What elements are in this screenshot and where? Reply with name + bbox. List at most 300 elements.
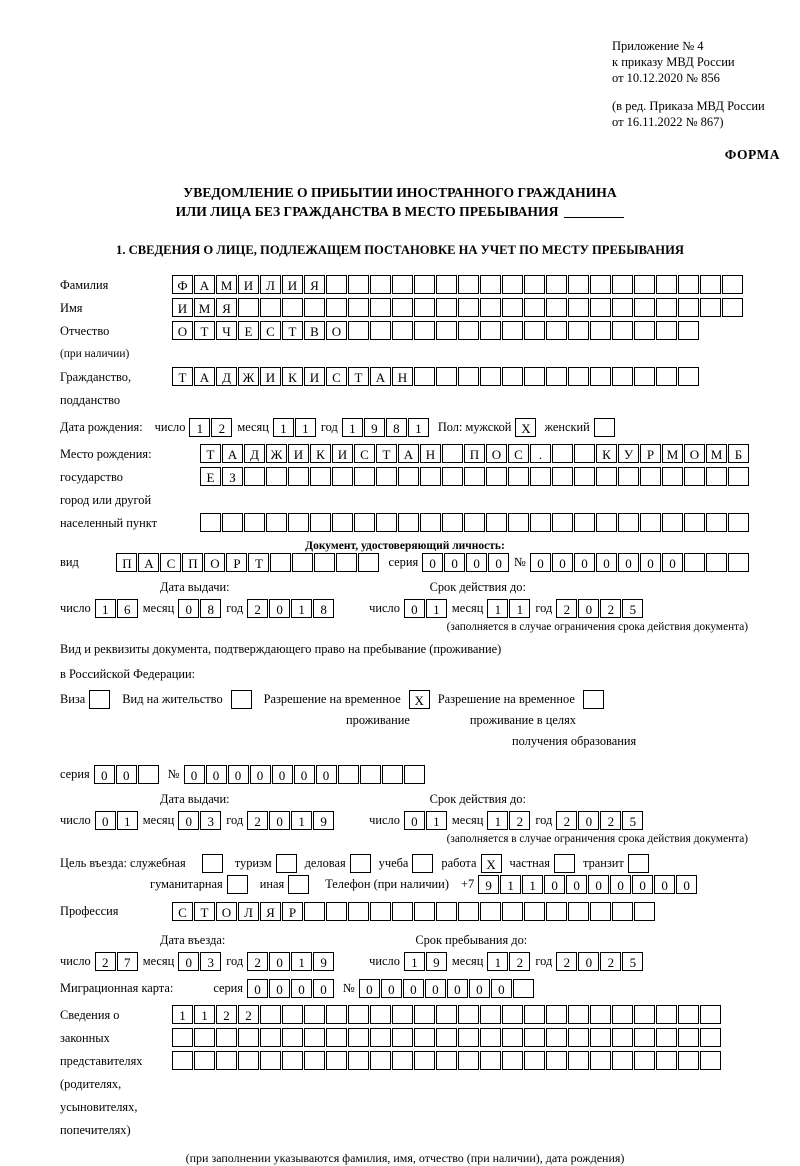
cell[interactable] (502, 275, 523, 294)
cell[interactable] (678, 1005, 699, 1024)
cell[interactable] (480, 1028, 501, 1047)
cell[interactable] (266, 513, 287, 532)
purpose-work-checkbox[interactable]: X (481, 854, 502, 873)
cell[interactable] (458, 1051, 479, 1070)
cell[interactable]: Н (420, 444, 441, 463)
cell[interactable] (706, 513, 727, 532)
cell[interactable] (568, 275, 589, 294)
cell[interactable]: 0 (425, 979, 446, 998)
cell[interactable]: 6 (117, 599, 138, 618)
cell[interactable] (414, 298, 435, 317)
cell[interactable] (326, 298, 347, 317)
cell[interactable] (684, 553, 705, 572)
cell[interactable] (404, 765, 425, 784)
cell[interactable] (612, 902, 633, 921)
purpose-business-checkbox[interactable] (350, 854, 371, 873)
doc-number-input[interactable] (530, 553, 750, 572)
cell[interactable]: Р (282, 902, 303, 921)
cell[interactable]: 8 (386, 418, 407, 437)
cell[interactable]: С (160, 553, 181, 572)
birth-day-input[interactable] (189, 418, 233, 437)
cell[interactable]: 2 (556, 952, 577, 971)
cell[interactable] (338, 765, 359, 784)
cell[interactable] (590, 1051, 611, 1070)
cell[interactable]: М (662, 444, 683, 463)
cell[interactable]: 3 (200, 811, 221, 830)
cell[interactable] (420, 467, 441, 486)
cell[interactable] (568, 902, 589, 921)
cell[interactable] (194, 1028, 215, 1047)
cell[interactable]: 1 (509, 599, 530, 618)
cell[interactable] (458, 902, 479, 921)
cell[interactable] (238, 1028, 259, 1047)
birthplace-input-row-2[interactable] (200, 467, 750, 486)
cell[interactable]: 1 (273, 418, 294, 437)
residence-permit-checkbox[interactable] (231, 690, 252, 709)
cell[interactable]: 1 (522, 875, 543, 894)
cell[interactable]: 1 (487, 811, 508, 830)
cell[interactable]: Р (226, 553, 247, 572)
cell[interactable] (618, 467, 639, 486)
cell[interactable] (370, 1028, 391, 1047)
cell[interactable]: Я (260, 902, 281, 921)
cell[interactable]: 1 (194, 1005, 215, 1024)
cell[interactable] (612, 1051, 633, 1070)
cell[interactable] (436, 298, 457, 317)
birthplace-input-row-3[interactable] (200, 513, 750, 532)
cell[interactable] (656, 1028, 677, 1047)
cell[interactable] (634, 1005, 655, 1024)
cell[interactable] (138, 765, 159, 784)
cell[interactable] (634, 367, 655, 386)
cell[interactable] (392, 1005, 413, 1024)
cell[interactable]: 0 (530, 553, 551, 572)
cell[interactable]: Т (194, 321, 215, 340)
cell[interactable] (326, 1005, 347, 1024)
cell[interactable] (546, 321, 567, 340)
cell[interactable]: И (332, 444, 353, 463)
stay-valid-day-input[interactable] (404, 811, 448, 830)
cell[interactable] (524, 1051, 545, 1070)
cell[interactable]: 0 (566, 875, 587, 894)
cell[interactable] (552, 444, 573, 463)
entry-year-input[interactable] (247, 952, 335, 971)
cell[interactable] (722, 298, 743, 317)
cell[interactable] (414, 1005, 435, 1024)
cell[interactable] (436, 275, 457, 294)
cell[interactable] (310, 513, 331, 532)
cell[interactable] (530, 467, 551, 486)
cell[interactable] (662, 467, 683, 486)
cell[interactable] (656, 1051, 677, 1070)
cell[interactable]: 0 (95, 811, 116, 830)
cell[interactable] (513, 979, 534, 998)
cell[interactable]: Д (216, 367, 237, 386)
cell[interactable] (618, 513, 639, 532)
cell[interactable]: 0 (178, 599, 199, 618)
cell[interactable] (398, 467, 419, 486)
cell[interactable]: Д (244, 444, 265, 463)
cell[interactable] (304, 1028, 325, 1047)
cell[interactable] (172, 1028, 193, 1047)
cell[interactable] (590, 367, 611, 386)
cell[interactable]: 1 (487, 952, 508, 971)
cell[interactable]: 9 (313, 952, 334, 971)
cell[interactable]: 0 (294, 765, 315, 784)
cell[interactable]: 7 (117, 952, 138, 971)
cell[interactable] (502, 902, 523, 921)
cell[interactable]: Р (640, 444, 661, 463)
birthplace-input-row-1[interactable] (200, 444, 750, 463)
cell[interactable] (508, 467, 529, 486)
cell[interactable]: Л (260, 275, 281, 294)
cell[interactable] (282, 1051, 303, 1070)
cell[interactable] (304, 298, 325, 317)
cell[interactable] (634, 902, 655, 921)
cell[interactable]: 0 (588, 875, 609, 894)
cell[interactable] (442, 467, 463, 486)
cell[interactable]: 8 (313, 599, 334, 618)
cell[interactable] (612, 321, 633, 340)
cell[interactable] (722, 275, 743, 294)
cell[interactable] (420, 513, 441, 532)
cell[interactable] (238, 1051, 259, 1070)
cell[interactable] (304, 1005, 325, 1024)
cell[interactable]: 2 (556, 599, 577, 618)
cell[interactable] (370, 321, 391, 340)
cell[interactable]: 0 (488, 553, 509, 572)
cell[interactable]: А (138, 553, 159, 572)
cell[interactable] (370, 1051, 391, 1070)
cell[interactable] (332, 467, 353, 486)
purpose-other-checkbox[interactable] (288, 875, 309, 894)
cell[interactable] (458, 275, 479, 294)
cell[interactable]: Я (216, 298, 237, 317)
legal-rep-input-row-3[interactable] (172, 1051, 722, 1070)
cell[interactable]: 2 (247, 599, 268, 618)
cell[interactable] (392, 298, 413, 317)
cell[interactable]: 1 (291, 811, 312, 830)
cell[interactable] (244, 513, 265, 532)
cell[interactable] (656, 275, 677, 294)
cell[interactable] (464, 513, 485, 532)
cell[interactable] (288, 467, 309, 486)
cell[interactable]: 0 (178, 952, 199, 971)
cell[interactable] (480, 367, 501, 386)
cell[interactable] (392, 1051, 413, 1070)
cell[interactable] (358, 553, 379, 572)
cell[interactable] (480, 1051, 501, 1070)
cell[interactable]: Т (282, 321, 303, 340)
cell[interactable] (270, 553, 291, 572)
cell[interactable] (200, 513, 221, 532)
cell[interactable]: 2 (247, 811, 268, 830)
cell[interactable] (458, 1005, 479, 1024)
cell[interactable]: 0 (469, 979, 490, 998)
cell[interactable] (382, 765, 403, 784)
cell[interactable]: М (194, 298, 215, 317)
cell[interactable] (568, 1005, 589, 1024)
cell[interactable]: Т (248, 553, 269, 572)
cell[interactable] (590, 1005, 611, 1024)
legal-rep-input-row-2[interactable] (172, 1028, 722, 1047)
phone-input[interactable] (478, 875, 698, 894)
cell[interactable]: 9 (364, 418, 385, 437)
cell[interactable]: Т (172, 367, 193, 386)
cell[interactable] (524, 1028, 545, 1047)
cell[interactable] (502, 1028, 523, 1047)
cell[interactable] (546, 1051, 567, 1070)
cell[interactable]: 0 (247, 979, 268, 998)
cell[interactable]: 0 (269, 811, 290, 830)
cell[interactable]: 1 (117, 811, 138, 830)
cell[interactable]: 2 (600, 952, 621, 971)
cell[interactable] (524, 1005, 545, 1024)
cell[interactable]: 1 (189, 418, 210, 437)
cell[interactable] (524, 902, 545, 921)
cell[interactable]: Т (194, 902, 215, 921)
cell[interactable] (398, 513, 419, 532)
cell[interactable] (546, 1005, 567, 1024)
cell[interactable] (348, 902, 369, 921)
cell[interactable]: 2 (216, 1005, 237, 1024)
cell[interactable] (348, 1005, 369, 1024)
cell[interactable] (656, 1005, 677, 1024)
cell[interactable]: 1 (500, 875, 521, 894)
cell[interactable]: 0 (269, 599, 290, 618)
temp-residence-checkbox[interactable]: X (409, 690, 430, 709)
purpose-study-checkbox[interactable] (412, 854, 433, 873)
cell[interactable] (414, 1051, 435, 1070)
cell[interactable]: 1 (404, 952, 425, 971)
cell[interactable]: А (370, 367, 391, 386)
cell[interactable] (458, 1028, 479, 1047)
cell[interactable] (260, 298, 281, 317)
cell[interactable] (502, 1051, 523, 1070)
cell[interactable] (634, 1028, 655, 1047)
cell[interactable]: 0 (269, 979, 290, 998)
cell[interactable]: 0 (116, 765, 137, 784)
cell[interactable]: 0 (422, 553, 443, 572)
doc-valid-year-input[interactable] (556, 599, 644, 618)
cell[interactable] (700, 1051, 721, 1070)
cell[interactable] (354, 513, 375, 532)
cell[interactable]: П (116, 553, 137, 572)
profession-input[interactable] (172, 902, 656, 921)
cell[interactable]: П (464, 444, 485, 463)
cell[interactable] (442, 513, 463, 532)
cell[interactable]: 0 (184, 765, 205, 784)
cell[interactable] (480, 275, 501, 294)
migration-series-input[interactable] (247, 979, 335, 998)
cell[interactable] (348, 298, 369, 317)
name-input[interactable] (172, 298, 744, 317)
cell[interactable]: 9 (313, 811, 334, 830)
cell[interactable]: 1 (291, 599, 312, 618)
cell[interactable] (728, 513, 749, 532)
cell[interactable] (530, 513, 551, 532)
cell[interactable]: Т (200, 444, 221, 463)
stay-valid-month-input[interactable] (487, 811, 531, 830)
cell[interactable] (524, 275, 545, 294)
cell[interactable]: Н (392, 367, 413, 386)
cell[interactable] (700, 1028, 721, 1047)
cell[interactable] (678, 321, 699, 340)
cell[interactable]: 5 (622, 599, 643, 618)
cell[interactable] (348, 1028, 369, 1047)
cell[interactable]: 0 (544, 875, 565, 894)
cell[interactable] (348, 275, 369, 294)
cell[interactable]: О (684, 444, 705, 463)
cell[interactable] (546, 902, 567, 921)
cell[interactable] (244, 467, 265, 486)
cell[interactable] (222, 513, 243, 532)
cell[interactable] (354, 467, 375, 486)
cell[interactable] (282, 298, 303, 317)
cell[interactable] (552, 467, 573, 486)
cell[interactable] (414, 902, 435, 921)
cell[interactable] (464, 467, 485, 486)
cell[interactable]: 0 (654, 875, 675, 894)
cell[interactable]: 0 (444, 553, 465, 572)
cell[interactable] (546, 275, 567, 294)
cell[interactable] (552, 513, 573, 532)
cell[interactable]: . (530, 444, 551, 463)
cell[interactable]: Т (376, 444, 397, 463)
cell[interactable] (634, 275, 655, 294)
cell[interactable] (216, 1028, 237, 1047)
stay-month-input[interactable] (487, 952, 531, 971)
cell[interactable]: 0 (574, 553, 595, 572)
visa-checkbox[interactable] (89, 690, 110, 709)
cell[interactable]: 9 (426, 952, 447, 971)
cell[interactable] (596, 467, 617, 486)
cell[interactable] (370, 1005, 391, 1024)
cell[interactable]: М (706, 444, 727, 463)
cell[interactable]: А (222, 444, 243, 463)
cell[interactable] (546, 367, 567, 386)
cell[interactable] (336, 553, 357, 572)
cell[interactable]: 0 (403, 979, 424, 998)
cell[interactable]: 0 (381, 979, 402, 998)
cell[interactable] (266, 467, 287, 486)
cell[interactable]: Е (200, 467, 221, 486)
cell[interactable] (414, 1028, 435, 1047)
cell[interactable]: 1 (408, 418, 429, 437)
stay-issue-day-input[interactable] (95, 811, 139, 830)
doc-series-input[interactable] (422, 553, 510, 572)
cell[interactable]: 0 (250, 765, 271, 784)
cell[interactable]: 0 (269, 952, 290, 971)
cell[interactable] (700, 275, 721, 294)
cell[interactable]: С (326, 367, 347, 386)
cell[interactable]: Л (238, 902, 259, 921)
stay-valid-year-input[interactable] (556, 811, 644, 830)
cell[interactable] (414, 367, 435, 386)
cell[interactable] (370, 298, 391, 317)
cell[interactable]: 0 (291, 979, 312, 998)
cell[interactable] (524, 367, 545, 386)
cell[interactable]: 0 (447, 979, 468, 998)
cell[interactable]: К (282, 367, 303, 386)
cell[interactable] (502, 367, 523, 386)
cell[interactable] (678, 367, 699, 386)
cell[interactable]: С (508, 444, 529, 463)
legal-rep-input-row-1[interactable] (172, 1005, 722, 1024)
cell[interactable] (442, 444, 463, 463)
cell[interactable] (684, 467, 705, 486)
cell[interactable]: 0 (578, 599, 599, 618)
cell[interactable]: А (194, 367, 215, 386)
cell[interactable] (326, 902, 347, 921)
cell[interactable] (304, 1051, 325, 1070)
sex-female-checkbox[interactable] (594, 418, 615, 437)
cell[interactable]: 1 (426, 811, 447, 830)
cell[interactable]: С (172, 902, 193, 921)
cell[interactable]: Е (238, 321, 259, 340)
cell[interactable]: 0 (228, 765, 249, 784)
cell[interactable] (678, 275, 699, 294)
cell[interactable] (436, 902, 457, 921)
cell[interactable] (370, 275, 391, 294)
cell[interactable] (304, 902, 325, 921)
cell[interactable] (370, 902, 391, 921)
purpose-tourism-checkbox[interactable] (276, 854, 297, 873)
cell[interactable] (590, 1028, 611, 1047)
cell[interactable] (310, 467, 331, 486)
cell[interactable]: 0 (404, 811, 425, 830)
cell[interactable] (458, 321, 479, 340)
doc-issue-year-input[interactable] (247, 599, 335, 618)
cell[interactable] (574, 467, 595, 486)
surname-input[interactable] (172, 275, 744, 294)
cell[interactable] (728, 467, 749, 486)
cell[interactable]: И (260, 367, 281, 386)
cell[interactable] (590, 321, 611, 340)
stay-series-input[interactable] (94, 765, 160, 784)
cell[interactable]: Ч (216, 321, 237, 340)
cell[interactable] (392, 275, 413, 294)
edu-residence-checkbox[interactable] (583, 690, 604, 709)
cell[interactable] (590, 275, 611, 294)
cell[interactable]: П (182, 553, 203, 572)
cell[interactable]: 5 (622, 811, 643, 830)
cell[interactable] (314, 553, 335, 572)
cell[interactable]: И (282, 275, 303, 294)
cell[interactable]: 0 (662, 553, 683, 572)
cell[interactable]: 0 (466, 553, 487, 572)
cell[interactable] (612, 298, 633, 317)
cell[interactable] (524, 321, 545, 340)
cell[interactable] (596, 513, 617, 532)
cell[interactable]: Я (304, 275, 325, 294)
cell[interactable]: 0 (596, 553, 617, 572)
entry-day-input[interactable] (95, 952, 139, 971)
cell[interactable] (700, 1005, 721, 1024)
stay-issue-month-input[interactable] (178, 811, 222, 830)
cell[interactable]: 1 (295, 418, 316, 437)
cell[interactable]: 8 (200, 599, 221, 618)
cell[interactable] (480, 298, 501, 317)
cell[interactable] (480, 1005, 501, 1024)
sex-male-checkbox[interactable]: X (515, 418, 536, 437)
cell[interactable]: И (288, 444, 309, 463)
cell[interactable]: Ф (172, 275, 193, 294)
cell[interactable] (568, 298, 589, 317)
cell[interactable] (238, 298, 259, 317)
birth-month-input[interactable] (273, 418, 317, 437)
cell[interactable] (728, 553, 749, 572)
